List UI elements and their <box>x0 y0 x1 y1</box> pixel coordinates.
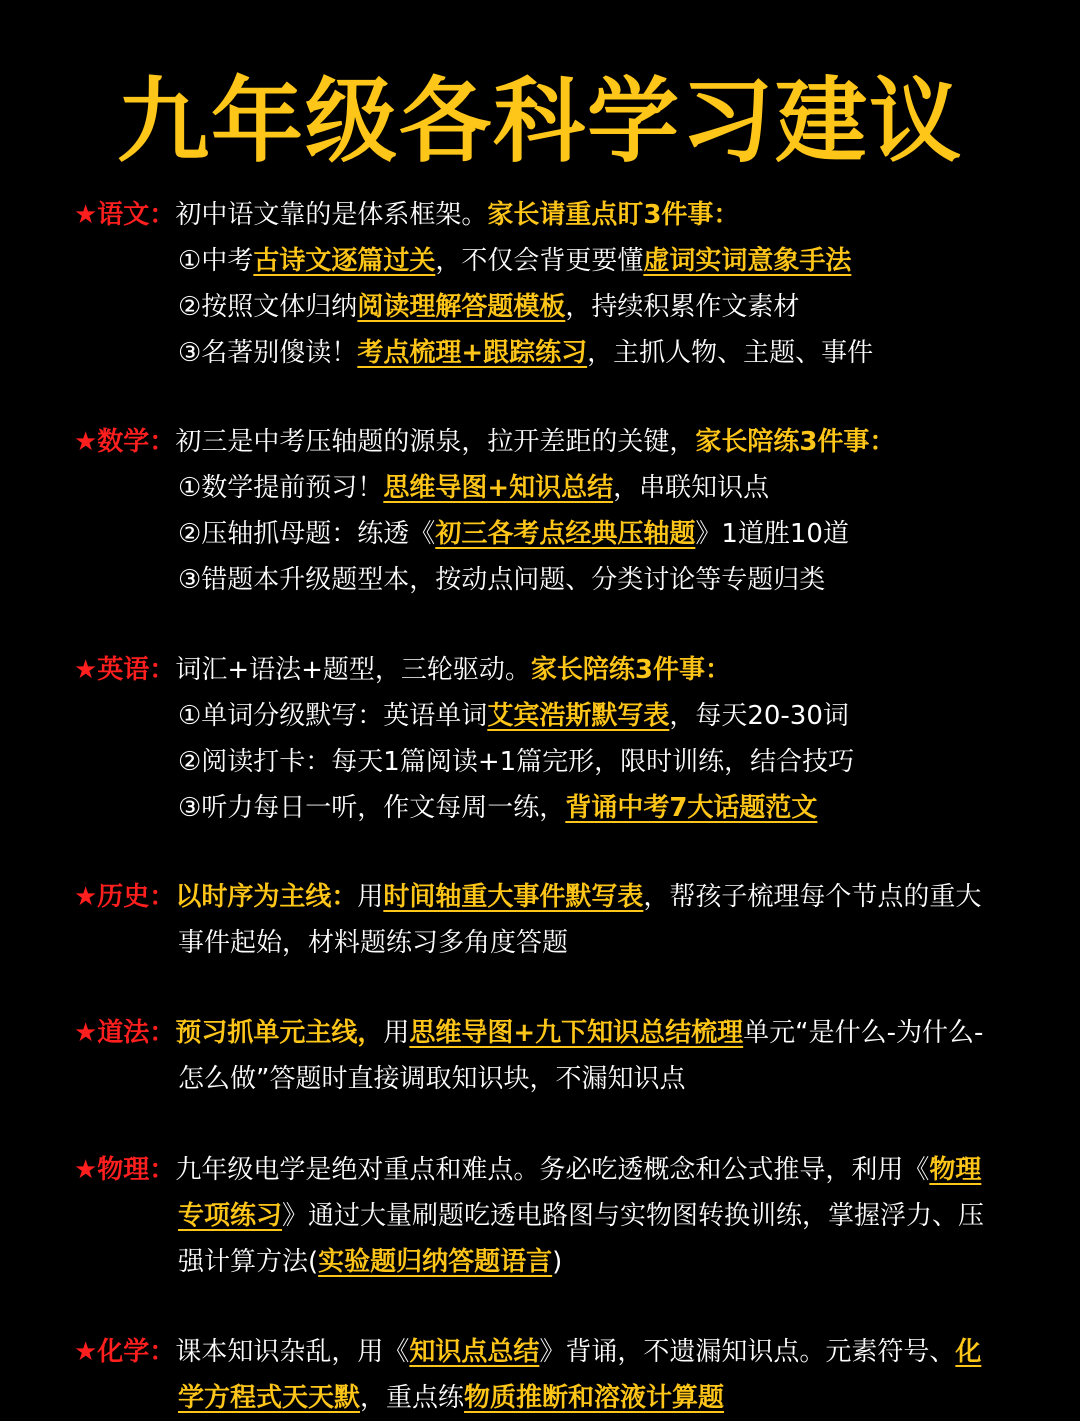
section-math <box>74 419 1014 603</box>
item-underline: 学方程式天天默 <box>178 1383 361 1413</box>
continuation-line <box>74 1056 1014 1102</box>
item-text: ，串联知识点 <box>613 473 770 503</box>
subject-label: ★物理： <box>74 1155 176 1185</box>
continuation-line <box>74 920 1014 966</box>
intro-text: 九年级电学是绝对重点和难点。务必吃透概念和公式推导，利用《 <box>175 1155 930 1185</box>
section-intro <box>74 874 1014 920</box>
item-text: 强计算方法( <box>178 1247 319 1277</box>
item-text: ，重点练 <box>360 1383 465 1413</box>
section-english <box>74 647 1014 831</box>
item-text: ①中考 <box>178 246 254 276</box>
item-text: ②阅读打卡：每天1篇阅读+1篇完形，限时训练，结合技巧 <box>178 747 855 777</box>
intro-text: 用 <box>357 882 384 912</box>
item-text: ③听力每日一听，作文每周一练， <box>178 793 566 823</box>
list-item <box>74 284 1014 330</box>
item-text: ，持续积累作文素材 <box>565 292 800 322</box>
item-text: ②压轴抓母题：练透《 <box>178 519 436 549</box>
intro-text: ，帮孩子梳理每个节点的重大 <box>643 882 982 912</box>
item-underline: 思维导图+九下知识总结梳理 <box>409 1018 744 1048</box>
intro-highlight: 家长陪练3件事： <box>695 427 896 457</box>
item-underline: 艾宾浩斯默写表 <box>487 701 670 731</box>
item-text: ③名著别傻读！ <box>178 338 358 368</box>
subject-label: ★英语： <box>74 655 176 685</box>
item-underline: 物理 <box>929 1155 982 1185</box>
list-item <box>74 511 1014 557</box>
item-text: 怎么做”答题时直接调取知识块，不漏知识点 <box>178 1064 686 1094</box>
section-intro <box>74 1147 1014 1193</box>
list-item <box>74 330 1014 376</box>
intro-highlight: 家长请重点盯3件事： <box>487 200 740 230</box>
item-underline: 思维导图+知识总结 <box>383 473 614 503</box>
list-item <box>74 739 1014 785</box>
item-text: ，每天20-30词 <box>669 701 849 731</box>
section-intro <box>74 419 1014 465</box>
item-underline: 实验题归纳答题语言 <box>318 1247 553 1277</box>
item-text: ②按照文体归纳 <box>178 292 358 322</box>
item-underline: 考点梳理+跟踪练习 <box>357 338 588 368</box>
continuation-line <box>74 1239 1014 1285</box>
page-title: 九年级各科学习建议 <box>116 68 963 175</box>
subject-label: ★历史： <box>74 882 176 912</box>
intro-highlight: 以时序为主线： <box>175 882 358 912</box>
intro-text: 初中语文靠的是体系框架。 <box>175 200 488 230</box>
list-item <box>74 465 1014 511</box>
item-text: 》1道胜10道 <box>695 519 849 549</box>
item-text: ①单词分级默写：英语单词 <box>178 701 488 731</box>
item-underline: 知识点总结 <box>409 1337 540 1367</box>
intro-text: 词汇+语法+题型，三轮驱动。 <box>175 655 531 685</box>
section-morality-law <box>74 1010 1014 1102</box>
item-underline: 古诗文逐篇过关 <box>253 246 436 276</box>
item-underline: 专项练习 <box>178 1201 283 1231</box>
intro-highlight: 预习抓单元主线， <box>175 1018 384 1048</box>
section-intro <box>74 1010 1014 1056</box>
section-chinese <box>74 192 1014 376</box>
subject-label: ★化学： <box>74 1337 176 1367</box>
intro-text: 单元“是什么-为什么- <box>743 1018 984 1048</box>
item-underline: 初三各考点经典压轴题 <box>435 519 696 549</box>
item-text: 事件起始，材料题练习多角度答题 <box>178 928 569 958</box>
subject-label: ★道法： <box>74 1018 176 1048</box>
subject-label: ★数学： <box>74 427 176 457</box>
subject-label: ★语文： <box>74 200 176 230</box>
continuation-line <box>74 1375 1014 1421</box>
item-underline: 虚词实词意象手法 <box>643 246 852 276</box>
item-underline: 物质推断和溶液计算题 <box>464 1383 725 1413</box>
item-underline: 化 <box>955 1337 982 1367</box>
intro-text: 》背诵，不遗漏知识点。元素符号、 <box>539 1337 956 1367</box>
list-item <box>74 238 1014 284</box>
section-intro <box>74 192 1014 238</box>
section-history <box>74 874 1014 966</box>
intro-text: 初三是中考压轴题的源泉，拉开差距的关键， <box>175 427 696 457</box>
item-text: ①数学提前预习！ <box>178 473 384 503</box>
item-underline: 时间轴重大事件默写表 <box>383 882 644 912</box>
continuation-line <box>74 1193 1014 1239</box>
intro-highlight: 家长陪练3件事： <box>530 655 731 685</box>
list-item <box>74 693 1014 739</box>
item-text: ，不仅会背更要懂 <box>435 246 644 276</box>
list-item <box>74 785 1014 831</box>
section-chemistry <box>74 1329 1014 1421</box>
intro-text: 课本知识杂乱，用《 <box>175 1337 410 1367</box>
section-intro <box>74 1329 1014 1375</box>
item-text: ) <box>552 1247 563 1277</box>
item-text: 》通过大量刷题吃透电路图与实物图转换训练，掌握浮力、压 <box>282 1201 985 1231</box>
intro-text: 用 <box>383 1018 410 1048</box>
section-intro <box>74 647 1014 693</box>
item-underline: 阅读理解答题模板 <box>357 292 566 322</box>
item-text: ③错题本升级题型本，按动点问题、分类讨论等专题归类 <box>178 565 826 595</box>
section-physics <box>74 1147 1014 1285</box>
item-text: ，主抓人物、主题、事件 <box>587 338 874 368</box>
list-item <box>74 557 1014 603</box>
item-underline: 背诵中考7大话题范文 <box>565 793 818 823</box>
